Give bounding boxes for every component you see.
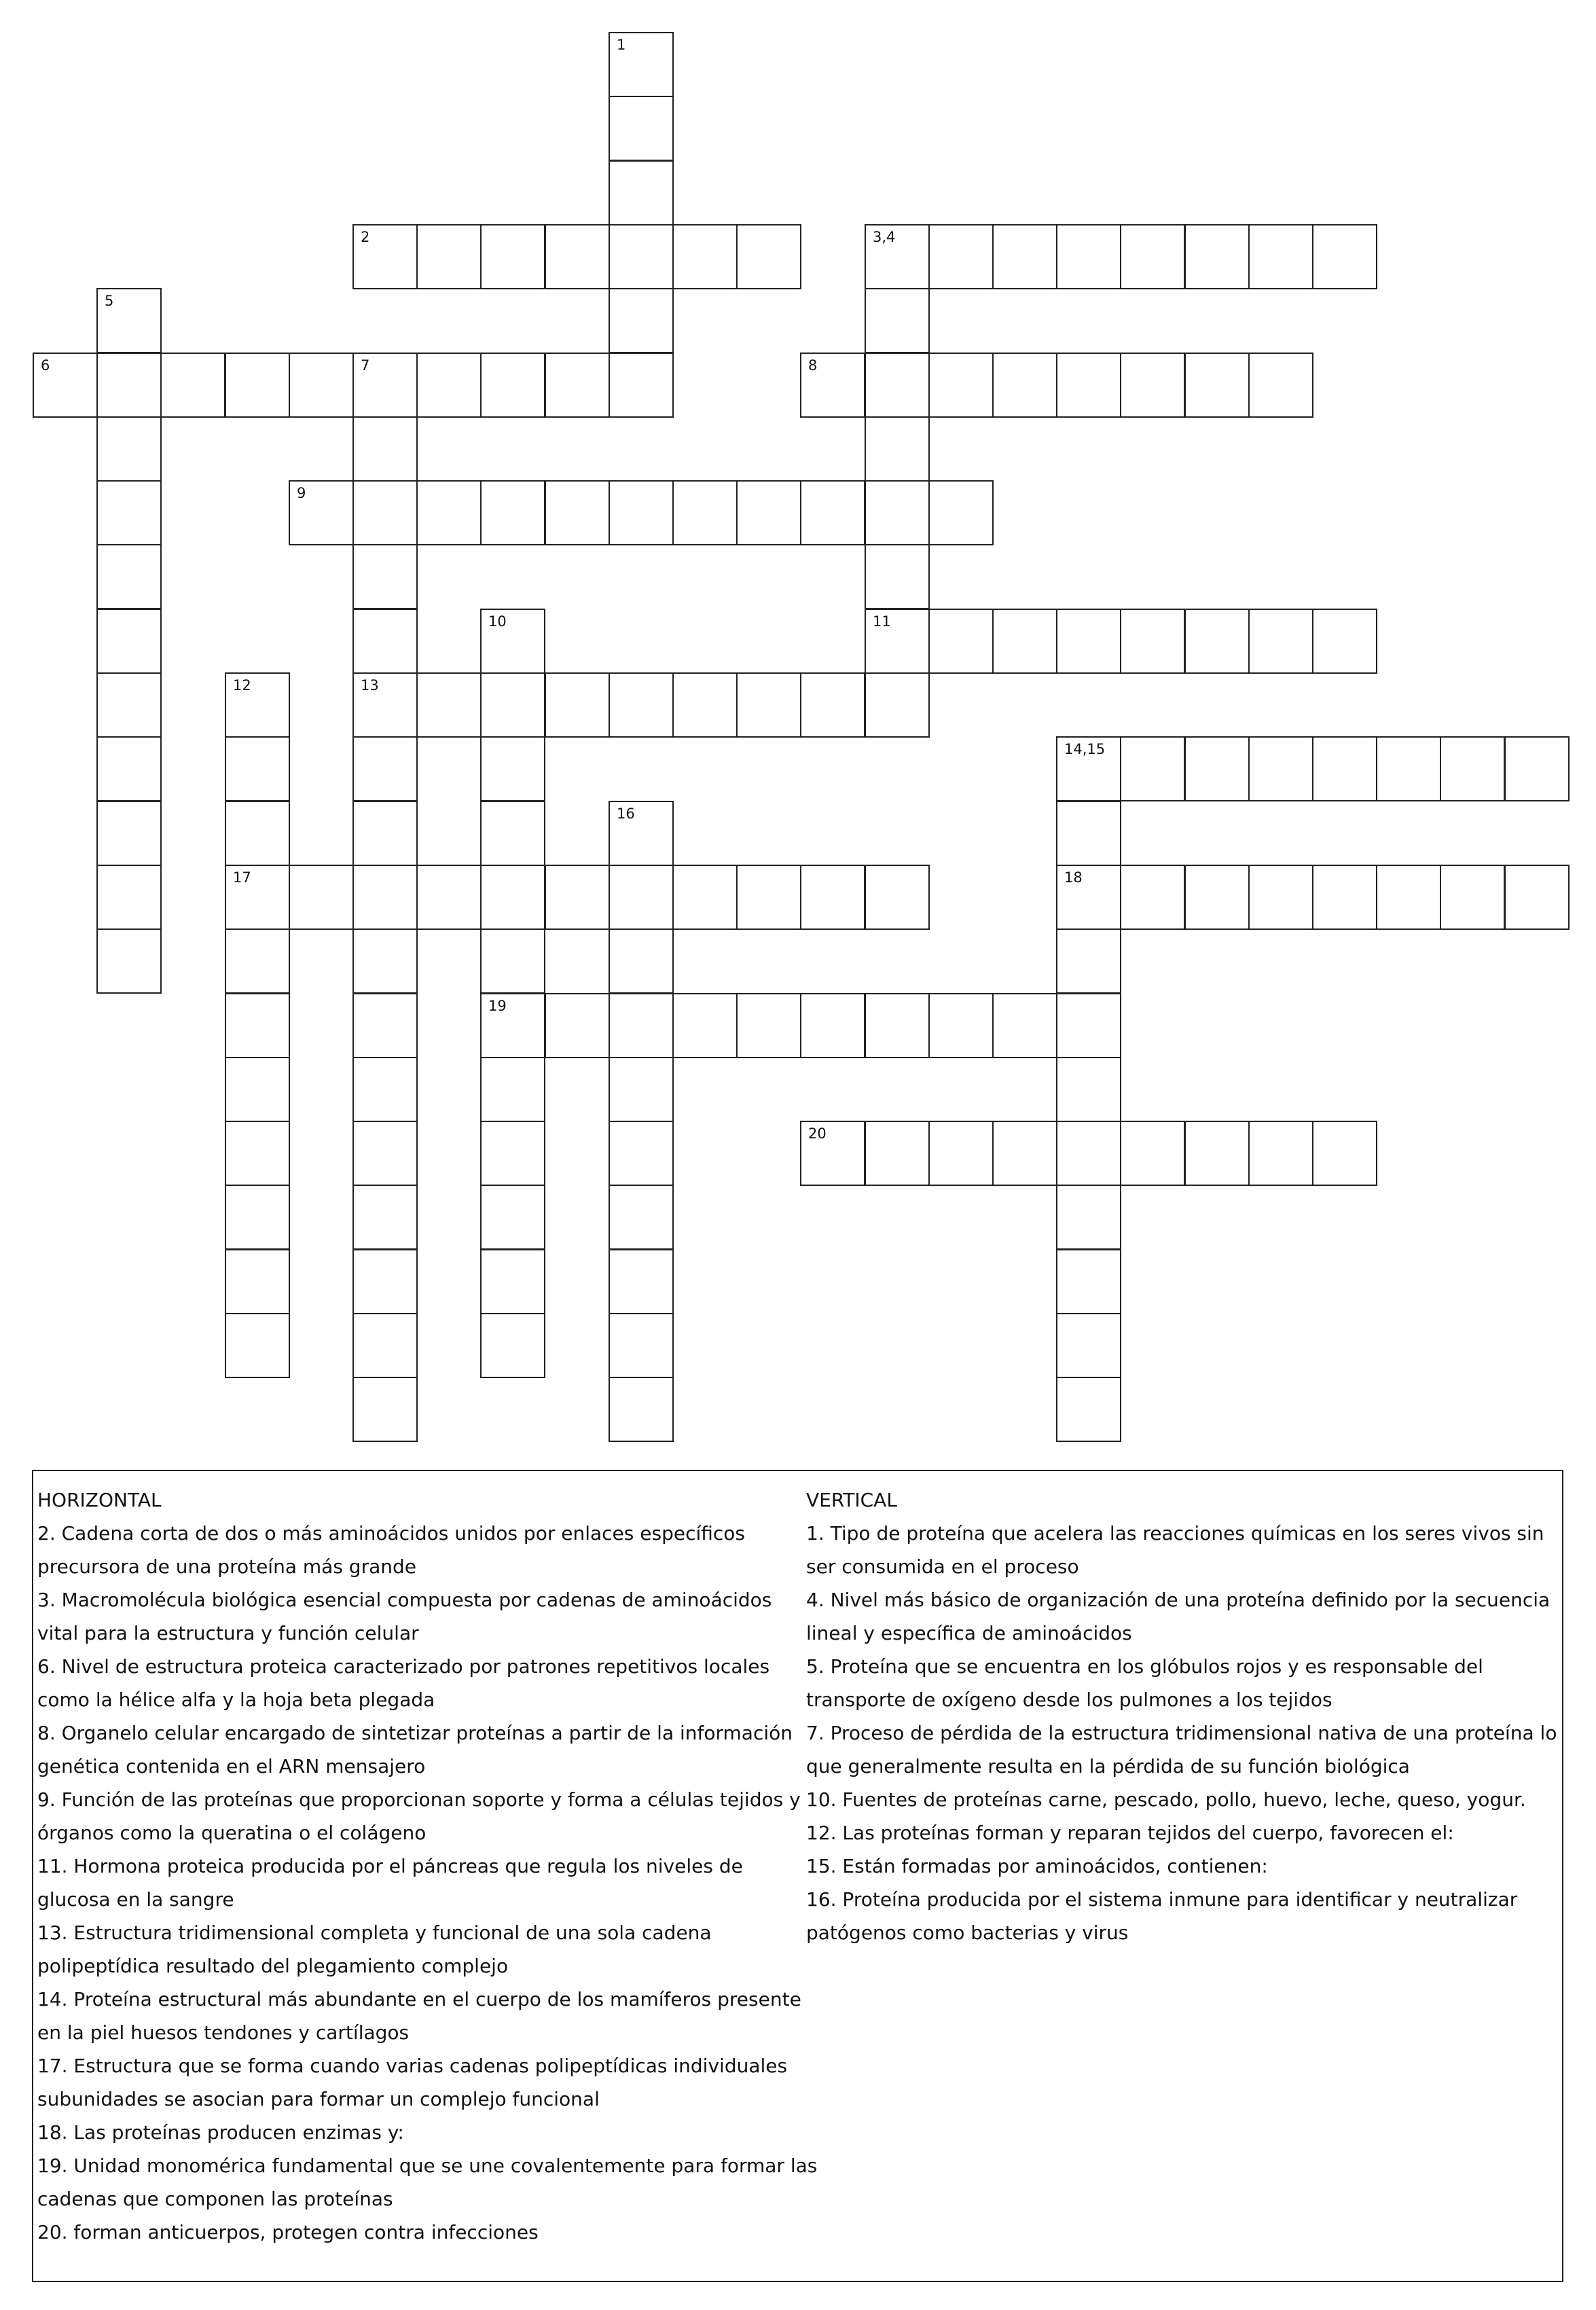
grid-cell[interactable] (1440, 865, 1505, 930)
grid-cell[interactable] (800, 672, 865, 738)
grid-cell[interactable] (352, 1121, 418, 1186)
grid-cell[interactable] (609, 160, 674, 225)
grid-cell[interactable] (672, 224, 738, 289)
grid-cell[interactable] (1376, 736, 1441, 801)
grid-cell[interactable] (609, 865, 674, 930)
clue-number: 2 (361, 229, 370, 245)
clue-horizontal-3: 3. Macromolécula biológica esencial compuesta por cadenas de aminoácidos vital para la estructura y función celular (37, 1589, 772, 1644)
grid-cell[interactable] (1120, 353, 1185, 418)
grid-cell[interactable] (1184, 224, 1250, 289)
grid-cell[interactable] (1056, 993, 1121, 1058)
grid-cell[interactable] (1056, 1185, 1121, 1250)
grid-cell[interactable] (352, 480, 418, 545)
grid-cell[interactable] (928, 353, 994, 418)
grid-cell[interactable] (736, 224, 801, 289)
grid-cell[interactable] (992, 1121, 1057, 1186)
grid-cell[interactable] (1056, 736, 1121, 801)
clue-number: 6 (41, 357, 50, 374)
clue-number: 17 (233, 869, 251, 886)
grid-cell[interactable] (609, 96, 674, 161)
grid-cell[interactable] (672, 993, 738, 1058)
grid-cell[interactable] (1056, 353, 1121, 418)
clue-vertical-16: 16. Proteína producida por el sistema inmune para identificar y neutralizar patógenos como bacterias y virus (806, 1888, 1518, 1944)
grid-cell[interactable] (225, 1313, 290, 1378)
grid-cell[interactable] (416, 865, 482, 930)
grid-cell[interactable] (480, 1313, 545, 1378)
grid-cell[interactable] (928, 480, 994, 545)
grid-cell[interactable] (672, 865, 738, 930)
clue-horizontal-2: 2. Cadena corta de dos o más aminoácidos unidos por enlaces específicos precursora de una proteína más grande (37, 1522, 746, 1578)
clue-number: 16 (617, 806, 635, 822)
grid-cell[interactable] (992, 609, 1057, 674)
clue-vertical-7: 7. Proceso de pérdida de la estructura tridimensional nativa de una proteína lo que generalmente resulta en la pérdida de su función biológica (806, 1722, 1557, 1777)
grid-cell[interactable] (480, 609, 545, 674)
grid-cell[interactable] (1120, 224, 1185, 289)
grid-cell[interactable] (1056, 865, 1121, 930)
grid-cell[interactable] (416, 672, 482, 738)
grid-cell[interactable] (1056, 1121, 1121, 1186)
horizontal-title: HORIZONTAL (37, 1489, 162, 1511)
grid-cell[interactable] (96, 736, 162, 801)
grid-cell[interactable] (416, 353, 482, 418)
grid-cell[interactable] (800, 865, 865, 930)
grid-cell[interactable] (609, 224, 674, 289)
grid-cell[interactable] (480, 1121, 545, 1186)
grid-cell[interactable] (352, 928, 418, 994)
grid-cell[interactable] (992, 353, 1057, 418)
grid-cell[interactable] (865, 993, 930, 1058)
grid-cell[interactable] (865, 353, 930, 418)
grid-cell[interactable] (1056, 1313, 1121, 1378)
clue-number: 14,15 (1064, 741, 1106, 757)
clues-panel (32, 1470, 1563, 2282)
clue-horizontal-20: 20. forman anticuerpos, protegen contra infecciones (37, 2221, 539, 2243)
grid-cell[interactable] (865, 480, 930, 545)
grid-cell[interactable] (96, 480, 162, 545)
clue-number: 5 (105, 293, 114, 309)
clue-number: 1 (617, 37, 626, 53)
grid-cell[interactable] (800, 1121, 865, 1186)
clue-number: 8 (808, 357, 818, 374)
grid-cell[interactable] (1120, 865, 1185, 930)
grid-cell[interactable] (545, 353, 610, 418)
grid-cell[interactable] (96, 544, 162, 609)
grid-cell[interactable] (865, 224, 930, 289)
clue-vertical-15: 15. Están formadas por aminoácidos, contienen: (806, 1855, 1268, 1877)
grid-cell[interactable] (545, 224, 610, 289)
grid-cell[interactable] (480, 928, 545, 994)
grid-cell[interactable] (480, 224, 545, 289)
grid-cell[interactable] (352, 672, 418, 738)
clue-horizontal-11: 11. Hormona proteica producida por el páncreas que regula los niveles de glucosa en la sangre (37, 1855, 743, 1911)
grid-cell[interactable] (33, 353, 98, 418)
grid-cell[interactable] (800, 353, 865, 418)
grid-cell[interactable] (928, 609, 994, 674)
grid-cell[interactable] (480, 1249, 545, 1314)
grid-cell[interactable] (352, 865, 418, 930)
grid-cell[interactable] (225, 736, 290, 801)
grid-cell[interactable] (609, 1121, 674, 1186)
clue-number: 3,4 (873, 229, 896, 245)
grid-cell[interactable] (1248, 353, 1313, 418)
clue-number: 10 (488, 613, 507, 630)
grid-cell[interactable] (225, 865, 290, 930)
grid-cell[interactable] (480, 865, 545, 930)
grid-cell[interactable] (96, 416, 162, 482)
grid-cell[interactable] (160, 353, 225, 418)
grid-cell[interactable] (352, 1313, 418, 1378)
grid-cell[interactable] (1056, 801, 1121, 866)
clue-number: 18 (1064, 869, 1083, 886)
grid-cell[interactable] (609, 993, 674, 1058)
clue-horizontal-19: 19. Unidad monomérica fundamental que se une covalentemente para formar las cadenas que componen las proteínas (37, 2154, 818, 2210)
grid-cell[interactable] (1184, 1121, 1250, 1186)
grid-cell[interactable] (1248, 1121, 1313, 1186)
grid-cell[interactable] (865, 609, 930, 674)
grid-cell[interactable] (865, 416, 930, 482)
grid-cell[interactable] (1056, 224, 1121, 289)
grid-cell[interactable] (289, 480, 354, 545)
grid-cell[interactable] (672, 672, 738, 738)
grid-cell[interactable] (1504, 865, 1570, 930)
grid-cell[interactable] (928, 1121, 994, 1186)
clue-horizontal-18: 18. Las proteínas producen enzimas y: (37, 2121, 404, 2144)
grid-cell[interactable] (96, 672, 162, 738)
grid-cell[interactable] (609, 480, 674, 545)
grid-cell[interactable] (1312, 224, 1377, 289)
grid-cell[interactable] (1312, 609, 1377, 674)
grid-cell[interactable] (96, 288, 162, 353)
clue-number: 7 (361, 357, 370, 374)
grid-cell[interactable] (1120, 1121, 1185, 1186)
grid-cell[interactable] (865, 1121, 930, 1186)
grid-cell[interactable] (1248, 609, 1313, 674)
vertical-title: VERTICAL (806, 1489, 897, 1511)
clue-horizontal-13: 13. Estructura tridimensional completa y funcional de una sola cadena polipeptídica resultado del plegamiento complejo (37, 1921, 712, 1977)
grid-cell[interactable] (352, 1185, 418, 1250)
grid-cell[interactable] (1312, 1121, 1377, 1186)
grid-cell[interactable] (1312, 865, 1377, 930)
clue-number: 19 (488, 998, 507, 1014)
grid-cell[interactable] (865, 544, 930, 609)
grid-cell[interactable] (1184, 353, 1250, 418)
clue-horizontal-8: 8. Organelo celular encargado de sintetizar proteínas a partir de la información genética contenida en el ARN mensajero (37, 1722, 793, 1777)
grid-cell[interactable] (736, 480, 801, 545)
grid-cell[interactable] (225, 1057, 290, 1122)
grid-cell[interactable] (352, 801, 418, 866)
grid-cell[interactable] (352, 416, 418, 482)
grid-cell[interactable] (865, 672, 930, 738)
grid-cell[interactable] (545, 993, 610, 1058)
clue-horizontal-6: 6. Nivel de estructura proteica caracterizado por patrones repetitivos locales como la hélice alfa y la hoja beta plegada (37, 1655, 770, 1711)
clue-number: 11 (873, 613, 891, 630)
grid-cell[interactable] (1120, 736, 1185, 801)
grid-cell[interactable] (609, 1057, 674, 1122)
clue-vertical-4: 4. Nivel más básico de organización de una proteína definido por la secuencia lineal y específica de aminoácidos (806, 1589, 1550, 1644)
grid-cell[interactable] (225, 801, 290, 866)
grid-cell[interactable] (416, 224, 482, 289)
grid-cell[interactable] (480, 993, 545, 1058)
grid-cell[interactable] (1056, 1377, 1121, 1442)
clue-number: 20 (808, 1125, 827, 1142)
grid-cell[interactable] (609, 32, 674, 97)
grid-cell[interactable] (225, 353, 290, 418)
grid-cell[interactable] (1248, 865, 1313, 930)
grid-cell[interactable] (1056, 609, 1121, 674)
grid-cell[interactable] (96, 801, 162, 866)
grid-cell[interactable] (1440, 736, 1505, 801)
grid-cell[interactable] (96, 353, 162, 418)
grid-cell[interactable] (416, 480, 482, 545)
clue-vertical-1: 1. Tipo de proteína que acelera las reacciones químicas en los seres vivos sin ser consumida en el proceso (806, 1522, 1544, 1578)
grid-cell[interactable] (928, 993, 994, 1058)
grid-cell[interactable] (352, 609, 418, 674)
grid-cell[interactable] (1376, 865, 1441, 930)
grid-cell[interactable] (352, 993, 418, 1058)
vertical-clues (806, 1483, 1560, 1949)
grid-cell[interactable] (672, 480, 738, 545)
grid-cell[interactable] (480, 1057, 545, 1122)
clue-number: 12 (233, 677, 251, 693)
grid-cell[interactable] (865, 288, 930, 353)
grid-cell[interactable] (609, 288, 674, 353)
grid-cell[interactable] (1248, 224, 1313, 289)
clue-number: 13 (361, 677, 379, 693)
grid-cell[interactable] (352, 1377, 418, 1442)
grid-cell[interactable] (928, 224, 994, 289)
grid-cell[interactable] (480, 736, 545, 801)
clue-horizontal-17: 17. Estructura que se forma cuando varias cadenas polipeptídicas individuales subunidades se asocian para formar un complejo funcional (37, 2055, 788, 2110)
grid-cell[interactable] (1056, 1057, 1121, 1122)
grid-cell[interactable] (992, 224, 1057, 289)
grid-cell[interactable] (609, 672, 674, 738)
clue-vertical-5: 5. Proteína que se encuentra en los glóbulos rojos y es responsable del transporte de oxígeno desde los pulmones a los tejidos (806, 1655, 1483, 1711)
grid-cell[interactable] (736, 672, 801, 738)
grid-cell[interactable] (1248, 736, 1313, 801)
grid-cell[interactable] (865, 865, 930, 930)
grid-cell[interactable] (609, 353, 674, 418)
grid-cell[interactable] (800, 993, 865, 1058)
grid-cell[interactable] (352, 1249, 418, 1314)
grid-cell[interactable] (225, 672, 290, 738)
grid-cell[interactable] (289, 353, 354, 418)
grid-cell[interactable] (609, 1313, 674, 1378)
grid-cell[interactable] (96, 609, 162, 674)
grid-cell[interactable] (225, 1249, 290, 1314)
grid-cell[interactable] (480, 1185, 545, 1250)
grid-cell[interactable] (480, 353, 545, 418)
grid-cell[interactable] (545, 480, 610, 545)
grid-cell[interactable] (1184, 609, 1250, 674)
grid-cell[interactable] (1504, 736, 1570, 801)
grid-cell[interactable] (609, 1185, 674, 1250)
grid-cell[interactable] (800, 480, 865, 545)
grid-cell[interactable] (609, 801, 674, 866)
clue-number: 9 (297, 485, 306, 501)
grid-cell[interactable] (352, 736, 418, 801)
grid-cell[interactable] (992, 993, 1057, 1058)
grid-cell[interactable] (545, 672, 610, 738)
grid-cell[interactable] (480, 672, 545, 738)
grid-cell[interactable] (352, 544, 418, 609)
grid-cell[interactable] (480, 801, 545, 866)
grid-cell[interactable] (352, 224, 418, 289)
horizontal-clues (37, 1483, 818, 2249)
grid-cell[interactable] (545, 865, 610, 930)
grid-cell[interactable] (1184, 865, 1250, 930)
grid-cell[interactable] (225, 928, 290, 994)
grid-cell[interactable] (736, 993, 801, 1058)
grid-cell[interactable] (736, 865, 801, 930)
grid-cell[interactable] (1056, 1249, 1121, 1314)
clue-vertical-12: 12. Las proteínas forman y reparan tejidos del cuerpo, favorecen el: (806, 1822, 1454, 1844)
grid-cell[interactable] (225, 1185, 290, 1250)
grid-cell[interactable] (1184, 736, 1250, 801)
grid-cell[interactable] (96, 865, 162, 930)
grid-cell[interactable] (1056, 928, 1121, 994)
grid-cell[interactable] (1312, 736, 1377, 801)
grid-cell[interactable] (352, 1057, 418, 1122)
grid-cell[interactable] (609, 1249, 674, 1314)
grid-cell[interactable] (96, 928, 162, 994)
grid-cell[interactable] (289, 865, 354, 930)
clue-horizontal-14: 14. Proteína estructural más abundante en el cuerpo de los mamíferos presente en la piel huesos tendones y cartílagos (37, 1988, 801, 2044)
grid-cell[interactable] (1120, 609, 1185, 674)
grid-cell[interactable] (480, 480, 545, 545)
clue-vertical-10: 10. Fuentes de proteínas carne, pescado, pollo, huevo, leche, queso, yogur. (806, 1788, 1526, 1811)
grid-cell[interactable] (225, 1121, 290, 1186)
grid-cell[interactable] (225, 993, 290, 1058)
grid-cell[interactable] (609, 928, 674, 994)
grid-cell[interactable] (352, 353, 418, 418)
clue-horizontal-9: 9. Función de las proteínas que proporcionan soporte y forma a células tejidos y órganos como la queratina o el colágeno (37, 1788, 801, 1844)
grid-cell[interactable] (609, 1377, 674, 1442)
